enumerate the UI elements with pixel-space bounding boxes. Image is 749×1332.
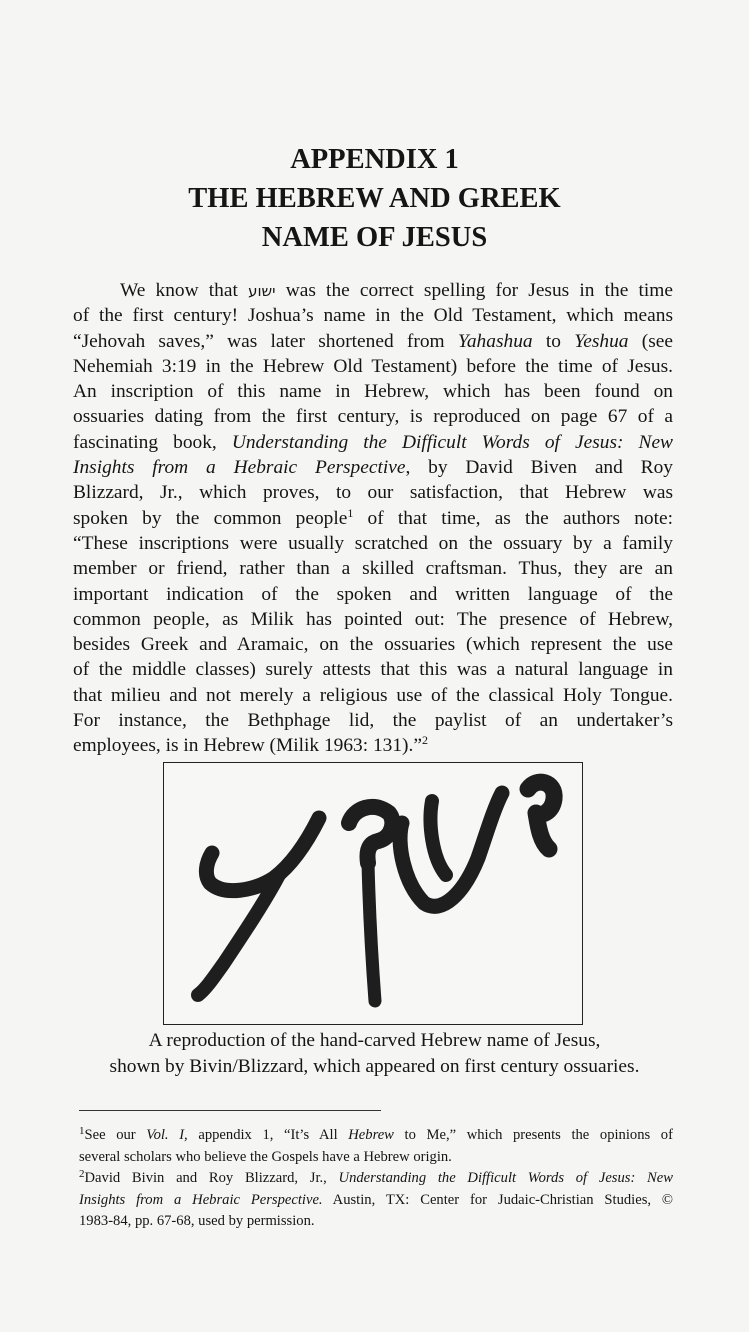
body-line: of the first century! Joshua’s name in the Old Testament, which means [73,305,673,327]
body-paragraph [73,278,673,759]
body-line: employees, is in Hebrew (Milik 1963: 131).”$^2$ [73,733,428,757]
body-line: spoken by the common people$^1$ of that time, as the authors note: [73,505,673,529]
body-line: member or friend, rather than a skilled craftsman. Thus, they are an [73,558,673,580]
figure-caption [0,1028,749,1080]
body-line: important indication of the spoken and written language of the [73,583,673,605]
footnote-divider [79,1110,381,1111]
hebrew-inscription-figure [163,762,583,1025]
hebrew-name-inline: ישוע [248,282,276,300]
footnote-2-line: Insights from a Hebraic Perspective. Austin, TX: Center for Judaic-Christian Studies, © [79,1191,673,1208]
body-line: An inscription of this name in Hebrew, which has been found on [73,381,673,403]
body-line: Blizzard, Jr., which proves, to our satisfaction, that Hebrew was [73,482,673,504]
footnote-1-line: several scholars who believe the Gospels have a Hebrew origin. [79,1148,452,1165]
caption-line: shown by Bivin/Blizzard, which appeared on first century ossuaries. [109,1056,640,1077]
body-line: “Jehovah saves,” was later shortened from Yahashua to Yeshua (see [73,330,673,352]
book-subtitle: Insights from a Hebraic Perspective [73,457,406,479]
footnote-ref-2: 2 [421,733,428,748]
body-line: We know that ישוע was the correct spelling for Jesus in the time [120,280,673,301]
body-line: of the middle classes) surely attests that this was a natural language in [73,659,673,681]
caption-line: A reproduction of the hand-carved Hebrew name of Jesus, [148,1030,601,1051]
body-line: that milieu and not merely a religious use of the classical Holy Tongue. [73,684,673,706]
footnote-1-line: $^1$See our Vol. I, appendix 1, “It’s All Hebrew to Me,” which presents the opinions of [79,1125,673,1143]
body-line: Nehemiah 3:19 in the Hebrew Old Testament) before the time of Jesus. [73,355,673,377]
heading-line-appendix: APPENDIX 1 [290,144,459,175]
heading-line-title: THE HEBREW AND GREEK [188,183,561,214]
hand-carved-hebrew-name-image [164,763,581,1023]
appendix-heading [0,140,749,257]
footnote-2-line: $^2$David Bivin and Roy Blizzard, Jr., Understanding the Difficult Words of Jesus: New [79,1168,673,1186]
body-line: besides Greek and Aramaic, on the ossuaries (which represent the use [73,634,673,656]
body-line: ossuaries dating from the first century, is reproduced on page 67 of a [73,406,673,428]
heading-line-subtitle: NAME OF JESUS [261,222,488,253]
body-line: fascinating book, Understanding the Difficult Words of Jesus: New [73,431,673,453]
book-title: Understanding the Difficult Words of Jesus: New [231,431,673,453]
footnote-ref-1: 1 [347,505,354,520]
body-line: common people, as Milik has pointed out: The presence of Hebrew, [73,608,673,630]
body-line: For instance, the Bethphage lid, the paylist of an undertaker’s [73,710,673,732]
footnote-2-line: 1983-84, pp. 67-68, used by permission. [79,1213,315,1229]
body-line: Insights from a Hebraic Perspective, by David Biven and Roy [73,457,673,479]
footnotes [79,1125,673,1233]
body-line: “These inscriptions were usually scratched on the ossuary by a family [73,532,673,554]
